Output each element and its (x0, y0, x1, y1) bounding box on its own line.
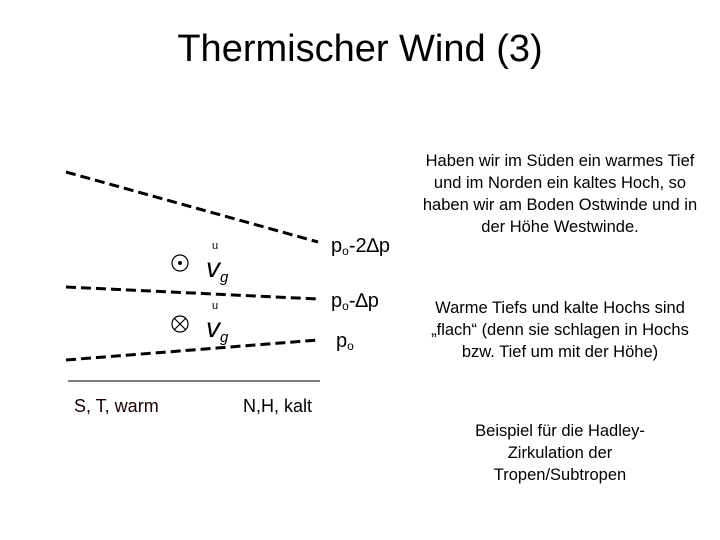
page-title: Thermischer Wind (3) (177, 28, 543, 70)
south-label: S, T, warm (74, 396, 159, 416)
vg-lower-label (206, 300, 229, 346)
vg-upper-sub: g (220, 269, 229, 286)
text-block-hadley: Beispiel für die Hadley-Zirkulation der Tropen/Subtropen (475, 422, 645, 484)
pressure-label-middle: $p_o-\Delta p$ (331, 290, 379, 313)
text-block-flach: Warme Tiefs und kalte Hochs sind „flach“ (denn sie schlagen in Hochs bzw. Tief um mit der Höhe) (431, 299, 689, 361)
vg-upper-label (206, 240, 229, 286)
vg-upper-main: v (206, 252, 220, 283)
text-block-ostwinde: Haben wir im Süden ein warmes Tief und im Norden ein kaltes Hoch, so haben wir am Boden Ostwinde und in der Höhe Westwinde. (422, 152, 698, 236)
vector-mark-upper: u (212, 240, 219, 252)
pressure-label-bottom: $p_o$ (336, 330, 354, 353)
vg-lower-sub: g (220, 329, 229, 346)
vg-lower-main: v (206, 312, 220, 343)
circle-cross-icon (172, 316, 188, 332)
pressure-label-top: $p_o-2\Delta p$ (331, 235, 390, 258)
isobar-top (66, 172, 318, 242)
vector-mark-lower: u (212, 300, 219, 312)
circle-dot-icon (172, 255, 188, 271)
north-label: N,H, kalt (243, 396, 313, 416)
isobar-middle (66, 287, 318, 299)
isobar-bottom (66, 340, 318, 360)
